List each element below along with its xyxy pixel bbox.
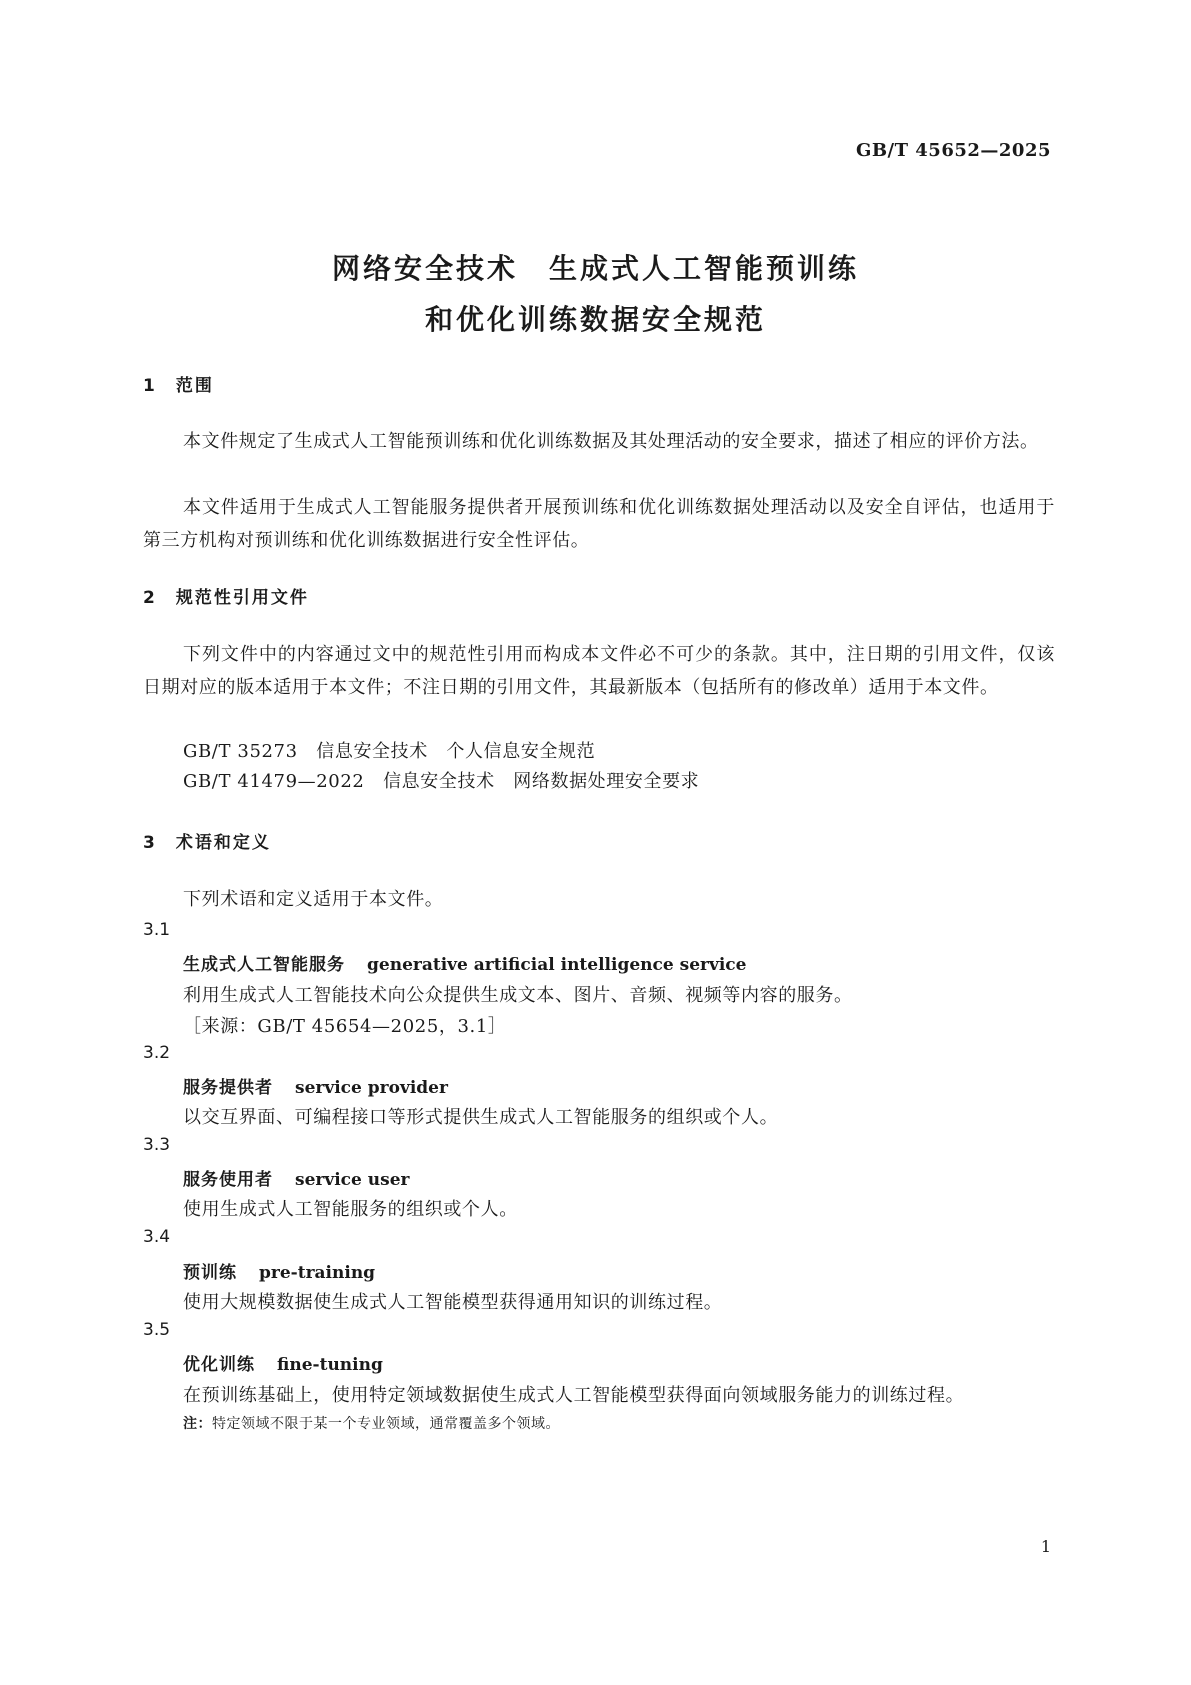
term-source: ［来源：GB/T 45654—2025，3.1］ (183, 1016, 507, 1037)
term-number: 3.4 (143, 1227, 171, 1247)
term-note (183, 1413, 560, 1433)
term-title (183, 1258, 375, 1283)
section-3-intro: 下列术语和定义适用于本文件。 (183, 889, 444, 910)
term-definition: 以交互界面、可编程接口等形式提供生成式人工智能服务的组织或个人。 (183, 1107, 779, 1128)
term-title (183, 1165, 409, 1190)
note-text: 特定领域不限于某一个专业领域，通常覆盖多个领域。 (212, 1416, 560, 1432)
section-2-paragraph: 下列文件中的内容通过文中的规范性引用而构成本文件必不可少的条款。其中，注日期的引用文件，仅该日期对应的版本适用于本文件；不注日期的引用文件，其最新版本（包括所有的修改单）适用于本文件。 (143, 644, 1055, 698)
section-1-heading: 1 范围 (143, 376, 214, 396)
term-zh: 预训练 (183, 1263, 237, 1283)
document-title-line-2: 和优化训练数据安全规范 (424, 303, 766, 336)
term-definition: 在预训练基础上，使用特定领域数据使生成式人工智能模型获得面向领域服务能力的训练过程。 (183, 1385, 965, 1406)
term-number: 3.1 (143, 920, 171, 940)
term-zh: 服务提供者 (183, 1078, 273, 1098)
term-zh: 生成式人工智能服务 (183, 955, 345, 975)
term-definition: 使用大规模数据使生成式人工智能模型获得通用知识的训练过程。 (183, 1292, 723, 1313)
term-number: 3.2 (143, 1043, 171, 1063)
term-number: 3.5 (143, 1320, 171, 1340)
normative-reference-1: GB/T 35273 信息安全技术 个人信息安全规范 (183, 741, 596, 762)
normative-reference-2: GB/T 41479—2022 信息安全技术 网络数据处理安全要求 (183, 771, 700, 792)
term-en: generative artificial intelligence service (367, 955, 747, 975)
page-number: 1 (1040, 1537, 1051, 1556)
term-title (183, 1073, 448, 1098)
term-zh: 优化训练 (183, 1355, 255, 1375)
term-en: fine-tuning (277, 1355, 383, 1375)
section-1-paragraph-1: 本文件规定了生成式人工智能预训练和优化训练数据及其处理活动的安全要求，描述了相应的评价方法。 (183, 431, 1039, 452)
term-title (183, 950, 746, 975)
term-title (183, 1350, 383, 1375)
term-en: pre-training (259, 1263, 376, 1283)
term-en: service provider (295, 1078, 448, 1098)
section-1-paragraph-2: 本文件适用于生成式人工智能服务提供者开展预训练和优化训练数据处理活动以及安全自评估，也适用于第三方机构对预训练和优化训练数据进行安全性评估。 (143, 497, 1055, 551)
document-title-line-1: 网络安全技术 生成式人工智能预训练 (331, 252, 859, 285)
term-en: service user (295, 1170, 410, 1190)
section-3-heading: 3 术语和定义 (143, 833, 271, 853)
term-definition: 利用生成式人工智能技术向公众提供生成文本、图片、音频、视频等内容的服务。 (183, 985, 853, 1006)
term-number: 3.3 (143, 1135, 171, 1155)
term-definition: 使用生成式人工智能服务的组织或个人。 (183, 1199, 518, 1220)
section-2-heading: 2 规范性引用文件 (143, 588, 309, 608)
term-zh: 服务使用者 (183, 1170, 273, 1190)
note-label: 注： (183, 1416, 212, 1432)
standard-number: GB/T 45652—2025 (855, 140, 1051, 161)
